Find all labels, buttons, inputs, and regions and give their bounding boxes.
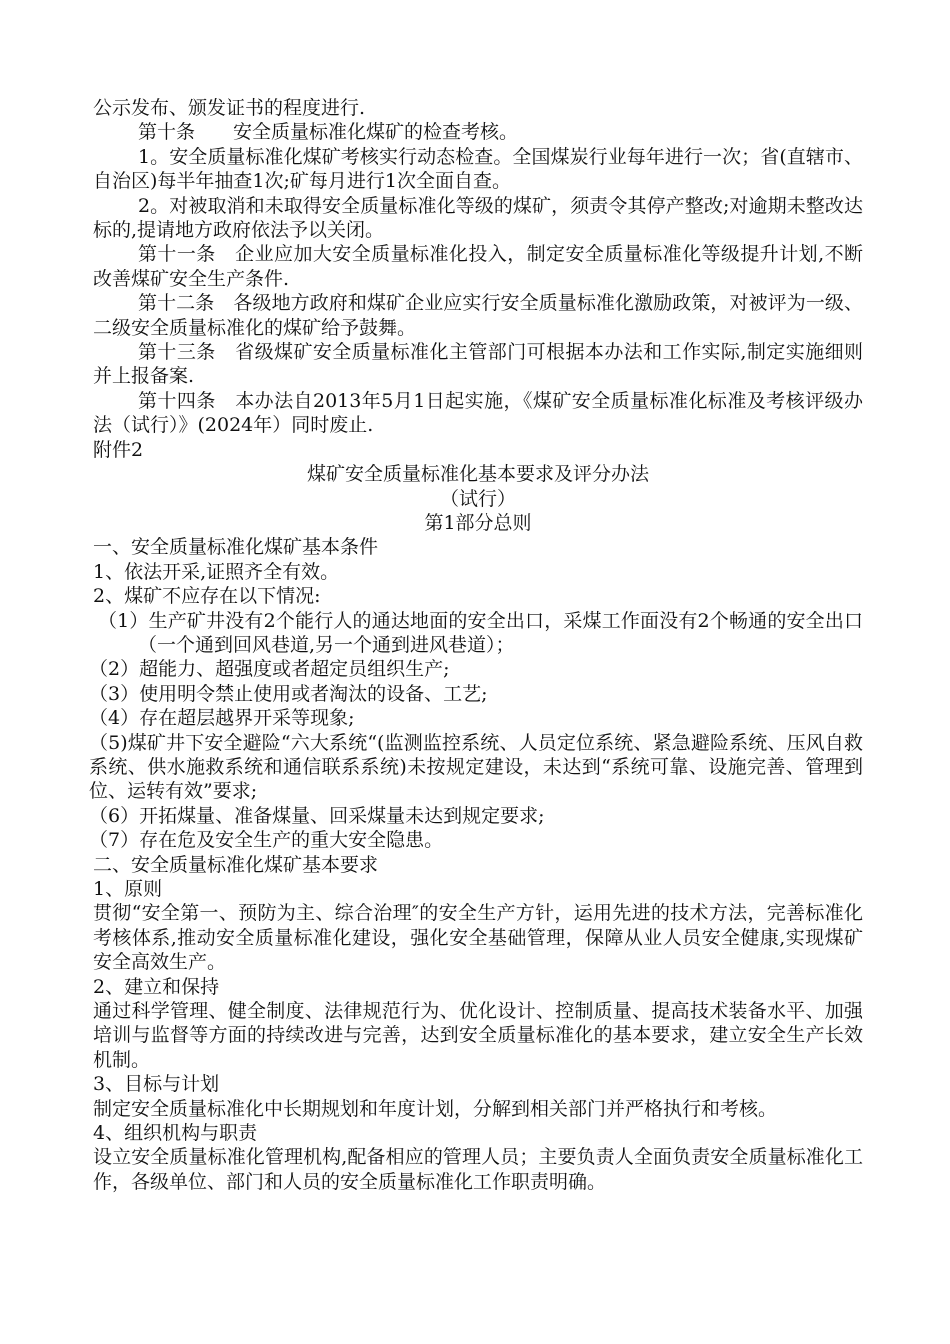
subheading-goals: 3、目标与计划 xyxy=(93,1073,220,1096)
document-title: 煤矿安全质量标准化基本要求及评分办法 xyxy=(306,463,649,486)
list-item-4: （4）存在超层越界开采等现象; xyxy=(89,707,355,730)
list-item-7: （7）存在危及安全生产的重大安全隐患。 xyxy=(89,829,444,852)
list-item-2: （2）超能力、超强度或者超定员组织生产; xyxy=(89,658,450,681)
section-heading-1: 一、安全质量标准化煤矿基本条件 xyxy=(93,536,379,559)
subheading-establish: 2、建立和保持 xyxy=(93,975,220,998)
condition-1: 1、依法开采,证照齐全有效。 xyxy=(93,560,340,583)
establish-text: 通过科学管理、健全制度、法律规范行为、优化设计、控制质量、提高技术装备水平、加强培训与监督等方面的持续改进与完善，达到安全质量标准化的基本要求，建立安全生产长效机制。 xyxy=(93,1000,863,1071)
document-subtitle: （试行） xyxy=(439,487,516,510)
paragraph-continuation: 公示发布、颁发证书的程度进行. xyxy=(93,97,366,119)
principle-text: 贯彻“安全第一、预防为主、综合治理″的安全生产方针，运用先进的技术方法，完善标准化考核体系,推动安全质量标准化建设，强化安全基础管理，保障从业人员安全健康,实现煤矿安全高效生产。 xyxy=(93,902,863,974)
article-11: 第十一条 企业应加大安全质量标准化投入，制定安全质量标准化等级提升计划,不断改善煤矿安全生产条件. xyxy=(93,243,863,290)
attachment-label: 附件2 xyxy=(93,438,144,461)
subheading-organization: 4、组织机构与职责 xyxy=(93,1122,258,1145)
list-item-6: （6）开拓煤量、准备煤量、回采煤量未达到规定要求; xyxy=(89,804,545,827)
article-10-heading: 第十条 安全质量标准化煤矿的检查考核。 xyxy=(138,121,519,144)
article-10-item-1: 1。安全质量标准化煤矿考核实行动态检查。全国煤炭行业每年进行一次；省(直辖市、自治区)每半年抽查1次;矿每月进行1次全面自查。 xyxy=(93,145,863,193)
organization-text: 设立安全质量标准化管理机构,配备相应的管理人员；主要负责人全面负责安全质量标准化工作，各级单位、部门和人员的安全质量标准化工作职责明确。 xyxy=(93,1146,863,1193)
article-12: 第十二条 各级地方政府和煤矿企业应实行安全质量标准化激励政策，对被评为一级、二级安全质量标准化的煤矿给予鼓舞。 xyxy=(93,292,863,339)
article-13: 第十三条 省级煤矿安全质量标准化主管部门可根据本办法和工作实际,制定实施细则并上报备案. xyxy=(93,341,863,388)
section-heading-2: 二、安全质量标准化煤矿基本要求 xyxy=(93,853,379,876)
subheading-principle: 1、原则 xyxy=(93,878,163,900)
article-14: 第十四条 本办法自2013年5月1日起实施，《煤矿安全质量标准化标准及考核评级办法（试行）》(2024年）同时废止. xyxy=(93,389,863,437)
condition-2: 2、煤矿不应存在以下情况: xyxy=(93,585,321,608)
part-heading: 第1部分总则 xyxy=(424,511,532,534)
list-item-3: （3）使用明令禁止使用或者淘汰的设备、工艺; xyxy=(89,682,488,705)
list-item-5: （5)煤矿井下安全避险“六大系统“(监测监控系统、人员定位系统、紧急避险系统、压风自救系统、供水施救系统和通信联系系统)未按规定建设，未达到“系统可靠、设施完善、管理到位、运转有效”要求; xyxy=(89,731,863,803)
article-10-item-2: 2。对被取消和未取得安全质量标准化等级的煤矿，须责令其停产整改;对逾期未整改达标的,提请地方政府依法予以关闭。 xyxy=(93,194,863,242)
list-item-1: （1）生产矿井没有2个能行人的通达地面的安全出口，采煤工作面没有2个畅通的安全出口（一个通到回风巷道,另一个通到进风巷道）； xyxy=(98,609,863,656)
document-body xyxy=(89,96,863,1194)
goals-text: 制定安全质量标准化中长期规划和年度计划，分解到相关部门并严格执行和考核。 xyxy=(93,1097,778,1120)
